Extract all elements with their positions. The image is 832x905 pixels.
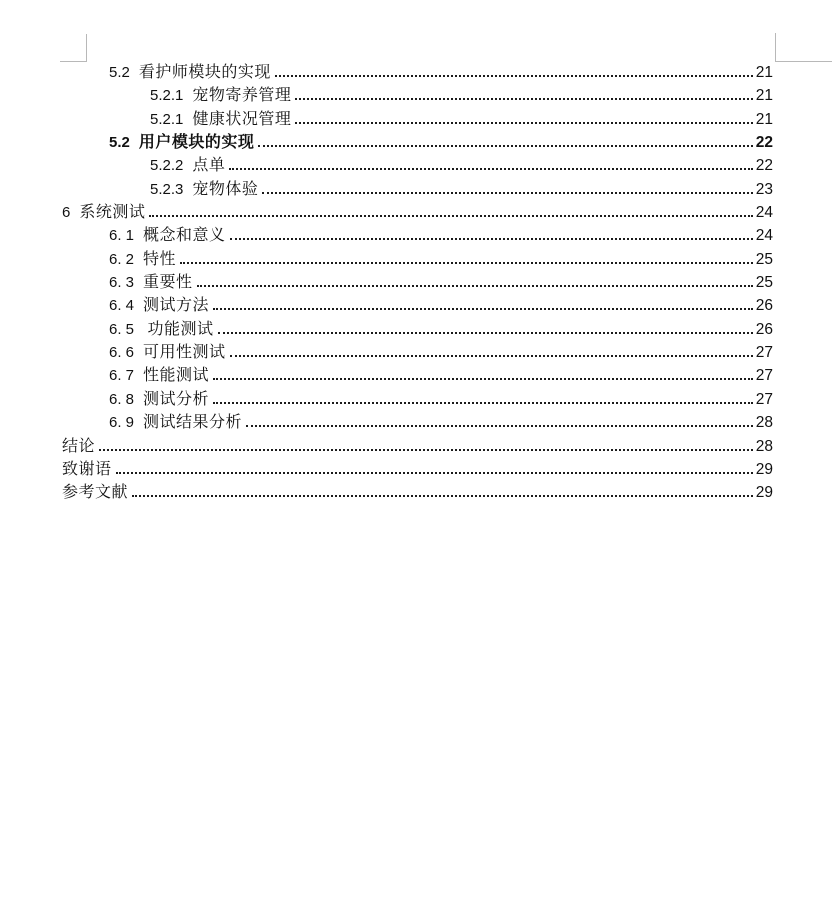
toc-entry-number: 5.2	[109, 64, 130, 81]
toc-entry-page: 24	[755, 227, 773, 245]
dot-leader	[262, 190, 752, 194]
dot-leader	[295, 120, 752, 124]
toc-entry[interactable]	[62, 108, 773, 131]
toc-entry[interactable]	[62, 154, 773, 177]
toc-entry-title: 宠物寄养管理	[192, 87, 292, 105]
toc-entry[interactable]	[62, 294, 773, 317]
toc-entry-page: 24	[755, 204, 773, 222]
dot-leader	[258, 143, 752, 147]
toc-entry-page: 21	[755, 64, 773, 81]
toc-entry-page: 26	[755, 320, 773, 338]
toc-entry-page: 25	[755, 250, 773, 268]
toc-entry-number: 6. 4	[109, 297, 135, 315]
toc-entry-page: 22	[755, 157, 773, 175]
toc-entry[interactable]	[62, 481, 773, 504]
toc-entry-title: 宠物体验	[192, 180, 259, 198]
toc-entry-page: 21	[755, 87, 773, 105]
toc-entry-number: 6. 6	[109, 344, 135, 362]
table-of-contents	[62, 61, 773, 505]
toc-entry-page: 28	[755, 414, 773, 432]
toc-entry[interactable]	[62, 318, 773, 341]
toc-entry[interactable]	[62, 84, 773, 107]
dot-leader	[230, 236, 753, 240]
dot-leader	[229, 166, 752, 170]
toc-entry-title: 看护师模块的实现	[138, 64, 271, 81]
toc-entry-page: 26	[755, 297, 773, 315]
toc-entry-page: 23	[755, 180, 773, 198]
toc-entry-number: 6. 9	[109, 414, 135, 432]
margin-crop-mark-top-right	[775, 33, 832, 62]
toc-entry-page: 27	[755, 390, 773, 408]
dot-leader	[99, 447, 753, 451]
toc-entry-number: 6	[62, 204, 71, 222]
toc-entry-title: 功能测试	[143, 320, 214, 338]
dot-leader	[213, 376, 753, 380]
dot-leader	[116, 470, 753, 474]
toc-entry-page: 25	[755, 274, 773, 292]
toc-entry[interactable]	[62, 364, 773, 387]
toc-entry-page: 27	[755, 344, 773, 362]
toc-entry[interactable]	[62, 271, 773, 294]
toc-entry-number: 6. 2	[109, 250, 135, 268]
toc-entry-number: 6. 5	[109, 320, 135, 338]
toc-entry-title: 致谢语	[62, 460, 112, 478]
toc-entry-title: 性能测试	[143, 367, 210, 385]
toc-entry-title: 参考文献	[62, 484, 129, 502]
toc-entry-title: 用户模块的实现	[138, 134, 255, 152]
toc-entry-title: 健康状况管理	[192, 110, 292, 128]
dot-leader	[295, 96, 752, 100]
toc-entry-title: 测试方法	[143, 297, 210, 315]
toc-entry-page: 21	[755, 110, 773, 128]
margin-crop-mark-top-left	[60, 34, 87, 62]
toc-entry-number: 5.2.1	[150, 110, 184, 128]
toc-entry-title: 测试结果分析	[143, 414, 243, 432]
dot-leader	[132, 493, 753, 497]
toc-entry-number: 6. 1	[109, 227, 135, 245]
dot-leader	[197, 283, 753, 287]
dot-leader	[275, 73, 753, 77]
toc-entry-page: 29	[755, 484, 773, 502]
toc-entry-title: 结论	[62, 437, 96, 455]
toc-entry[interactable]	[62, 61, 773, 84]
toc-entry-number: 5.2.1	[150, 87, 184, 105]
dot-leader	[213, 306, 753, 310]
toc-entry[interactable]	[62, 201, 773, 224]
toc-entry[interactable]	[62, 435, 773, 458]
toc-entry-page: 22	[755, 134, 773, 152]
toc-entry[interactable]	[62, 248, 773, 271]
toc-entry[interactable]	[62, 458, 773, 481]
toc-entry-title: 点单	[192, 157, 226, 175]
toc-entry[interactable]	[62, 341, 773, 364]
toc-entry[interactable]	[62, 131, 773, 154]
toc-entry-title: 可用性测试	[143, 344, 226, 362]
toc-entry-title: 系统测试	[79, 204, 146, 222]
toc-entry[interactable]	[62, 224, 773, 247]
toc-entry[interactable]	[62, 388, 773, 411]
toc-entry-title: 测试分析	[143, 390, 210, 408]
toc-entry-title: 重要性	[143, 274, 193, 292]
toc-entry-page: 28	[755, 437, 773, 455]
dot-leader	[180, 260, 753, 264]
toc-entry-number: 5.2	[109, 134, 130, 152]
dot-leader	[149, 213, 752, 217]
toc-entry[interactable]	[62, 411, 773, 434]
dot-leader	[218, 330, 753, 334]
toc-entry-number: 6. 7	[109, 367, 135, 385]
toc-entry-page: 29	[755, 460, 773, 478]
toc-entry-number: 6. 8	[109, 390, 135, 408]
toc-entry-title: 概念和意义	[143, 227, 226, 245]
toc-entry-number: 5.2.3	[150, 180, 184, 198]
toc-entry-page: 27	[755, 367, 773, 385]
toc-entry-number: 5.2.2	[150, 157, 184, 175]
dot-leader	[230, 353, 753, 357]
toc-entry-number: 6. 3	[109, 274, 135, 292]
toc-entry[interactable]	[62, 178, 773, 201]
toc-entry-title: 特性	[143, 250, 177, 268]
dot-leader	[246, 423, 753, 427]
dot-leader	[213, 400, 753, 404]
